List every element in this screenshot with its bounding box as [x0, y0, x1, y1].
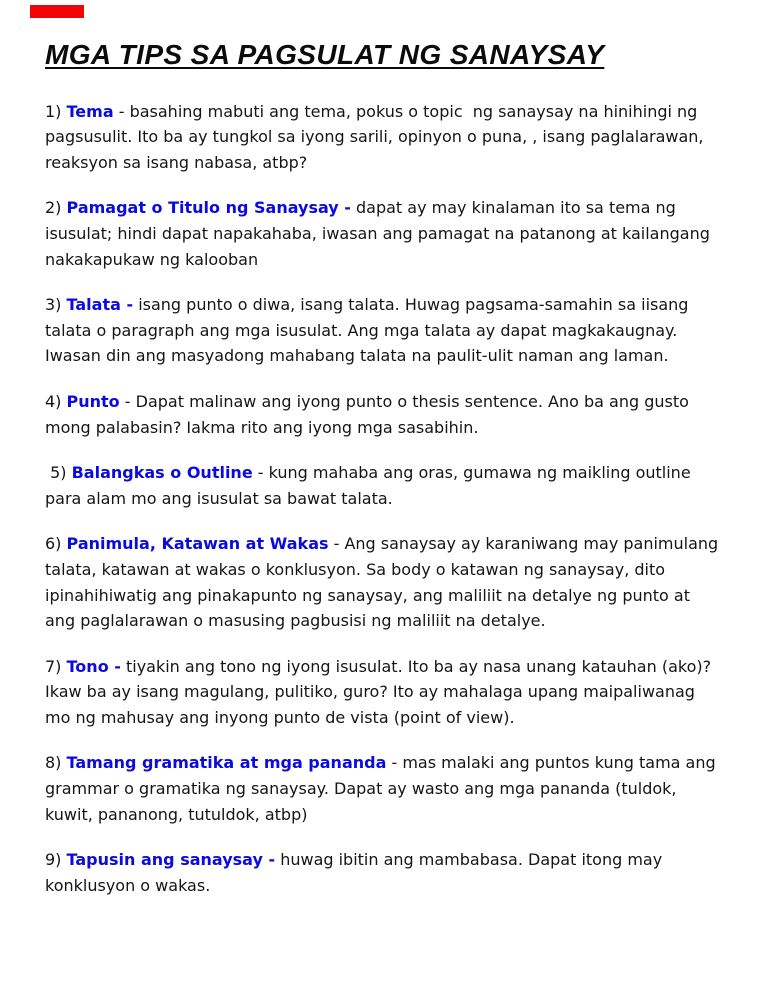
tip-number: 1) [45, 101, 67, 121]
tip-item-9 [45, 847, 722, 898]
tip-body: - Ang sanaysay ay karaniwang may panimulang talata, katawan at wakas o konklusyon. Sa body o katawan ng sanaysay, dito ipinahihiwatig ang pinakapunto ng sanaysay, ang maliliit na detalye ng punto at ang paglalarawan o masusing pagbusisi ng maliliit na detalye. [45, 534, 724, 631]
tip-keyword: Tono - [66, 656, 121, 676]
tip-number: 6) [45, 534, 67, 554]
tip-number: 2) [45, 198, 67, 218]
tip-keyword: Tema [66, 101, 114, 121]
tip-item-7 [45, 654, 722, 731]
tip-body: isang punto o diwa, isang talata. Huwag pagsama-samahin sa iisang talata o paragraph ang mga isusulat. Ang mga talata ay dapat magkakaugnay. Iwasan din ang masyadong mahabang talata na paulit-ulit naman ang laman. [45, 295, 694, 366]
tip-number: 8) [45, 753, 67, 773]
tip-item-8 [45, 750, 722, 827]
tip-body: dapat ay may kinalaman ito sa tema ng isusulat; hindi dapat napakahaba, iwasan ang pamagat na patanong at kailangang nakakapukaw ng kalooban [45, 198, 715, 269]
tip-body: - basahing mabuti ang tema, pokus o topic ng sanaysay na hinihingi ng pagsusulit. Ito ba ay tungkol sa iyong sarili, opinyon o puna, , isang paglalarawan, reaksyon sa isang nabasa, atbp? [45, 101, 709, 172]
tip-item-5 [45, 460, 722, 511]
tip-body: tiyakin ang tono ng iyong isusulat. Ito ba ay nasa unang katauhan (ako)? Ikaw ba ay isang magulang, pulitiko, guro? Ito ay mahalaga upang maipaliwanag mo ng mahusay ang inyong punto de vista (point of view). [45, 656, 717, 727]
tip-number: 5) [45, 463, 72, 483]
tip-item-2 [45, 195, 722, 272]
tip-keyword: Talata - [66, 295, 134, 315]
tip-keyword: Balangkas o Outline [71, 463, 253, 483]
tip-body: - mas malaki ang puntos kung tama ang grammar o gramatika ng sanaysay. Dapat ay wasto ang mga pananda (tuldok, kuwit, pananong, tutuldok, atbp) [45, 753, 721, 824]
tip-item-3 [45, 292, 722, 369]
tip-keyword: Tapusin ang sanaysay - [66, 850, 276, 870]
tip-number: 7) [45, 656, 67, 676]
tip-body: - kung mahaba ang oras, gumawa ng maikling outline para alam mo ang isusulat sa bawat talata. [45, 463, 696, 508]
tip-keyword: Tamang gramatika at mga pananda [66, 753, 387, 773]
tip-number: 9) [45, 850, 67, 870]
tip-item-6 [45, 531, 722, 633]
tip-number: 4) [45, 391, 67, 411]
red-marker [30, 5, 84, 18]
tip-item-4 [45, 389, 722, 440]
page-title: MGA TIPS SA PAGSULAT NG SANAYSAY [45, 39, 605, 70]
tip-body: huwag ibitin ang mambabasa. Dapat itong may konklusyon o wakas. [45, 850, 668, 895]
tip-number: 3) [45, 295, 67, 315]
tip-body: - Dapat malinaw ang iyong punto o thesis sentence. Ano ba ang gusto mong palabasin? Iakma rito ang iyong mga sasabihin. [45, 391, 695, 437]
tip-keyword: Pamagat o Titulo ng Sanaysay - [66, 198, 351, 218]
tip-item-1 [45, 99, 722, 176]
tip-keyword: Panimula, Katawan at Wakas [66, 534, 329, 554]
tip-keyword: Punto [66, 391, 120, 411]
